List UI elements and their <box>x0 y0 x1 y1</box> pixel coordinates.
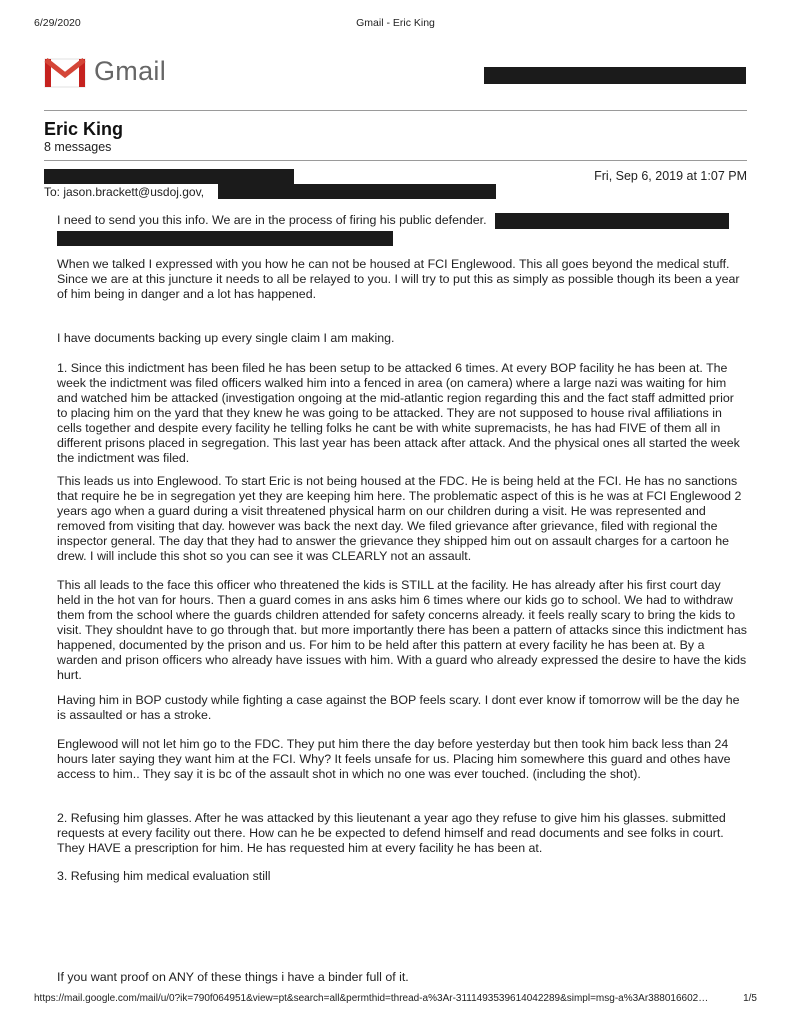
message-paragraph: This all leads to the face this officer who threatened the kids is STILL at the facility. He has already after his first court day held in the hot van for hours. Then a guard comes in ans asks him 6 times where our kids go to school. We had to withdraw them from the school where the guards children attended for safety concerns already. it feels really scary to bring the kids to visit. They shouldnt have to go through that. but more importantly there has been a pattern of attacks since this indictment has happened, documented by the prison and us. For him to be held after this pattern at every facility he has been at. By a warden and prison officers who already have issues with him. With a guard who already expressed the desire to have the kids hurt. <box>57 578 747 682</box>
redaction-box <box>57 231 393 246</box>
thread-subject: Eric King <box>44 119 124 139</box>
redaction-box <box>495 213 729 229</box>
header-divider <box>44 110 747 111</box>
message-paragraph: If you want proof on ANY of these things i have a binder full of it. <box>57 970 409 984</box>
print-date: 6/29/2020 <box>34 17 81 29</box>
message-paragraph: 3. Refusing him medical evaluation still <box>57 869 271 883</box>
message-paragraph: 2. Refusing him glasses. After he was attacked by this lieutenant a year ago they refuse to give him his glasses. submitted requests at every facility out there. How can he be expected to defend himself and read documents and see folks in court. They HAVE a prescription for him. He has requested him at every facility he has been at. <box>57 811 726 855</box>
gmail-wordmark: Gmail <box>94 56 167 86</box>
message-paragraph: When we talked I expressed with you how he can not be housed at FCI Englewood. This all goes beyond the medical stuff. Since we are at this juncture it needs to all be relayed to you. I will try to put this as simply as possible though its been a year of him being in danger and a lot has happened. <box>57 257 740 301</box>
message-date: Fri, Sep 6, 2019 at 1:07 PM <box>594 169 747 183</box>
print-footer-url: https://mail.google.com/mail/u/0?ik=790f064951&view=pt&search=all&permthid=thread-a%3Ar-3111493539614042289&simpl=msg-a%3Ar388016602… <box>34 993 709 1004</box>
gmail-envelope-icon <box>44 58 86 88</box>
subject-divider <box>44 160 747 161</box>
redaction-box <box>218 184 496 199</box>
message-count: 8 messages <box>44 140 112 154</box>
print-page-number: 1/5 <box>743 993 757 1004</box>
message-paragraph: Having him in BOP custody while fighting a case against the BOP feels scary. I dont ever know if tomorrow will be the day he is assaulted or has a stroke. <box>57 693 740 722</box>
message-recipients: To: jason.brackett@usdoj.gov, <box>44 185 205 199</box>
message-paragraph: Englewood will not let him go to the FDC. They put him there the day before yesterday but then took him back less than 24 hours later saying they want him at the FCI. Why? It feels unsafe for us. Placing him somewhere this guard and othes have access to him.. They say it is bc of the assault shot in which no one was ever touched. (including the shot). <box>57 737 731 781</box>
message-paragraph: I have documents backing up every single claim I am making. <box>57 331 395 345</box>
message-paragraph: I need to send you this info. We are in the process of firing his public defender. <box>57 213 487 227</box>
message-paragraph: This leads us into Englewood. To start Eric is not being housed at the FDC. He is being held at the FCI. He has no sanctions that require he be in segregation yet they are keeping him here. The problematic aspect of this is he was at FCI Englewood 2 years ago when a guard during a visit threatened physical harm on our children during a visit. He was represented and removed from visiting that day. however was back the next day. We filed grievance after grievance, filed with regional the inspector general. The day that they had to answer the grievance they shipped him out on assault charges for a cartoon he drew. I will include this shot so you can see it was CLEARLY not an assault. <box>57 474 742 563</box>
message-paragraph: 1. Since this indictment has been filed he has been setup to be attacked 6 times. At every BOP facility he has been at. The week the indictment was filed officers walked him into a fenced in area (on camera) where a large nazi was waiting for him and watched him be attacked (investigation ongoing at the mid-atlantic region regarding this and the fact staff admitted prior to placing him on the yard that they knew he was going to be attacked. They are not supposed to house rival affiliations in cells together and despite every facility he telling folks he cant be with white supremacists, he has had FIVE of them all in different prisons placed in segregation. This last year has been attack after attack. And the physical ones all started the week the indictment was filed. <box>57 361 740 465</box>
redaction-box <box>484 67 746 84</box>
print-title: Gmail - Eric King <box>356 17 435 29</box>
redaction-box <box>44 169 294 184</box>
